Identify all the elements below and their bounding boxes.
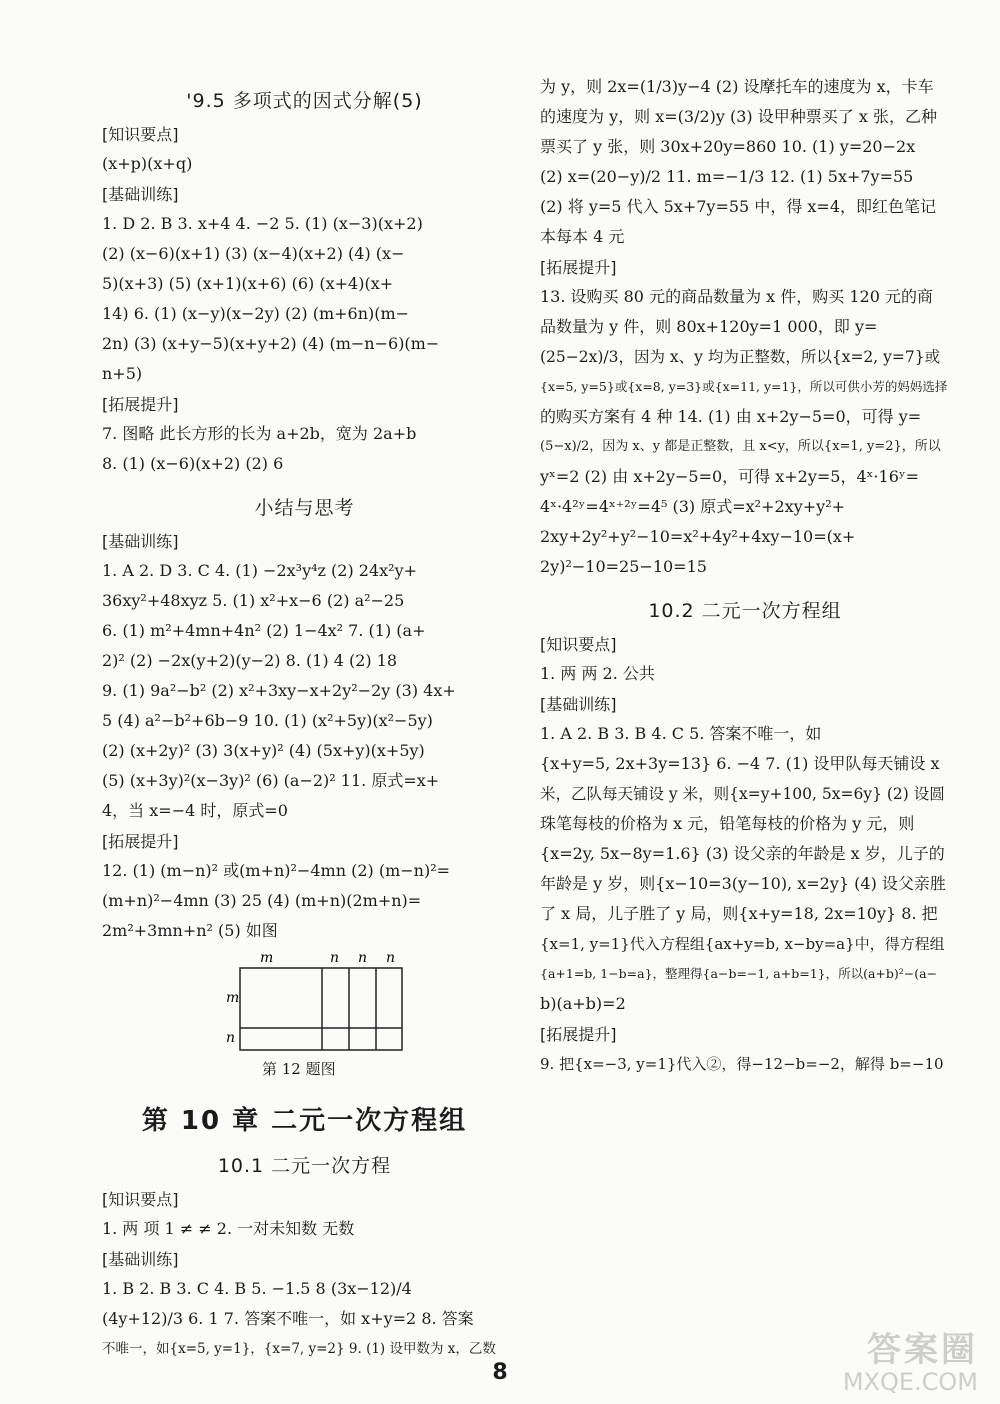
answer-line: 2xy+2y²+y²−10=x²+4y²+4xy−10=(x+	[540, 527, 856, 546]
answer-line: 的速度为 y，则 x=(3/2)y (3) 设甲种票买了 x 张，乙种	[540, 107, 937, 126]
answer-line: 8. (1) (x−6)(x+2) (2) 6	[102, 454, 284, 473]
page-number: 8	[492, 1360, 508, 1385]
answer-line: {x=2y, 5x−8y=1.6} (3) 设父亲的年龄是 x 岁，儿子的	[540, 844, 945, 863]
answer-line: 品数量为 y 件，则 80x+120y=1 000，即 y=	[540, 317, 878, 336]
answer-line: yˣ=2 (2) 由 x+2y−5=0，可得 x+2y=5，4ˣ·16ʸ=	[540, 467, 920, 486]
answer-line: 12. (1) (m−n)² 或(m+n)²−4mn (2) (m−n)²=	[102, 861, 451, 880]
watermark-logo: 答案圈	[867, 1330, 978, 1370]
answer-line: {a+1=b, 1−b=a}，整理得{a−b=−1, a+b=1}，所以(a+b)²−(a−	[540, 966, 938, 981]
chapter-title: 第 10 章 二元一次方程组	[141, 1106, 468, 1136]
answer-line: 2n) (3) (x+y−5)(x+y+2) (4) (m−n−6)(m−	[102, 334, 440, 353]
answer-line: 9. (1) 9a²−b² (2) x²+3xy−x+2y²−2y (3) 4x+	[102, 681, 456, 700]
section-title-summary: 小结与思考	[254, 497, 355, 519]
answer-line: b)(a+b)=2	[540, 994, 626, 1013]
answer-line: (4y+12)/3 6. 1 7. 答案不唯一，如 x+y=2 8. 答案	[102, 1309, 474, 1328]
answer-line: 2m²+3mn+n² (5) 如图	[102, 921, 278, 940]
answer-line: 7. 图略 此长方形的长为 a+2b，宽为 2a+b	[102, 424, 417, 443]
answer-line: (2) (x+2y)² (3) 3(x+y)² (4) (5x+y)(x+5y)	[102, 741, 425, 760]
section-title-9-5: '9.5 多项式的因式分解(5)	[186, 90, 423, 112]
tag-basic: [基础训练]	[540, 695, 617, 714]
answer-line: {x=5, y=5}或{x=8, y=3}或{x=11, y=1}，所以可供小芳的妈妈选择	[540, 379, 948, 394]
right-column	[540, 72, 950, 1079]
left-column	[102, 72, 507, 1364]
answer-line: (2) 将 y=5 代入 5x+7y=55 中，得 x=4，即红色笔记	[540, 197, 937, 216]
answer-line: 36xy²+48xyz 5. (1) x²+x−6 (2) a²−25	[102, 591, 405, 610]
answer-line: 5)(x+3) (5) (x+1)(x+6) (6) (x+4)(x+	[102, 274, 394, 293]
tag-basic: [基础训练]	[102, 532, 179, 551]
answer-line: 13. 设购买 80 元的商品数量为 x 件，购买 120 元的商	[540, 287, 933, 306]
answer-line: 4ˣ·4²ʸ=4ˣ⁺²ʸ=4⁵ (3) 原式=x²+2xy+y²+	[540, 497, 846, 516]
fig-outer-rect	[240, 968, 402, 1050]
answer-line: 1. A 2. B 3. B 4. C 5. 答案不唯一，如	[540, 724, 822, 743]
answer-line: (x+p)(x+q)	[102, 154, 193, 173]
answer-line: (2) (x−6)(x+1) (3) (x−4)(x+2) (4) (x−	[102, 244, 405, 263]
answer-line: 6. (1) m²+4mn+4n² (2) 1−4x² 7. (1) (a+	[102, 621, 426, 640]
answer-line: 14) 6. (1) (x−y)(x−2y) (2) (m+6n)(m−	[102, 304, 410, 323]
answer-line: (2) x=(20−y)/2 11. m=−1/3 12. (1) 5x+7y=55	[540, 167, 914, 186]
fig-label-n-side: n	[226, 1030, 236, 1046]
grid-figure	[222, 950, 462, 1060]
answer-line: n+5)	[102, 364, 143, 383]
answer-line: (25−2x)/3，因为 x、y 均为正整数，所以{x=2, y=7}或	[540, 348, 941, 366]
answer-line: 本每本 4 元	[540, 227, 625, 246]
answer-line: 2y)²−10=25−10=15	[540, 557, 707, 576]
answer-line: 票买了 y 张，则 30x+20y=860 10. (1) y=20−2x	[540, 137, 916, 156]
fig-label-n-top: n	[330, 950, 340, 966]
figure-caption: 第 12 题图	[262, 1060, 336, 1078]
tag-knowledge: [知识要点]	[540, 635, 617, 654]
answer-line: 2)² (2) −2x(y+2)(y−2) 8. (1) 4 (2) 18	[102, 651, 398, 670]
fig-label-n-top: n	[386, 950, 396, 966]
section-title-10-2: 10.2 二元一次方程组	[648, 600, 842, 622]
answer-line: 1. A 2. D 3. C 4. (1) −2x³y⁴z (2) 24x²y+	[102, 561, 418, 580]
answer-line: (5) (x+3y)²(x−3y)² (6) (a−2)² 11. 原式=x+	[102, 771, 440, 790]
answer-line: 为 y，则 2x=(1/3)y−4 (2) 设摩托车的速度为 x，卡车	[540, 77, 934, 96]
answer-line: 的购买方案有 4 种 14. (1) 由 x+2y−5=0，可得 y=	[540, 407, 922, 426]
tag-basic: [基础训练]	[102, 1250, 179, 1269]
tag-knowledge: [知识要点]	[102, 1190, 179, 1209]
tag-extension: [拓展提升]	[540, 1025, 617, 1044]
answer-line: 1. 两 两 2. 公共	[540, 664, 655, 683]
answer-line: 不唯一，如{x=5, y=1}，{x=7, y=2} 9. (1) 设甲数为 x，乙数	[102, 1341, 496, 1357]
fig-label-n-top: n	[358, 950, 368, 966]
watermark-url: MXQE.COM	[842, 1368, 978, 1396]
answer-line: {x+y=5, 2x+3y=13} 6. −4 7. (1) 设甲队每天铺设 x	[540, 754, 940, 773]
answer-line: 米，乙队每天铺设 y 米，则{x=y+100, 5x=6y} (2) 设圆	[540, 785, 945, 803]
tag-extension: [拓展提升]	[540, 258, 617, 277]
answer-line: 珠笔每枝的价格为 x 元，铅笔每枝的价格为 y 元，则	[540, 814, 915, 833]
answer-line: (5−x)/2，因为 x、y 都是正整数，且 x<y，所以{x=1, y=2}，所以	[540, 439, 941, 454]
answer-line: 5 (4) a²−b²+6b−9 10. (1) (x²+5y)(x²−5y)	[102, 711, 433, 730]
fig-label-m-top: m	[260, 950, 274, 966]
tag-extension: [拓展提升]	[102, 395, 179, 414]
answer-line: 9. 把{x=−3, y=1}代入②，得−12−b=−2，解得 b=−10	[540, 1055, 944, 1073]
tag-basic: [基础训练]	[102, 185, 179, 204]
answer-line: (m+n)²−4mn (3) 25 (4) (m+n)(2m+n)=	[102, 891, 422, 910]
answer-line: 年龄是 y 岁，则{x−10=3(y−10), x=2y} (4) 设父亲胜	[540, 874, 946, 893]
answer-line: {x=1, y=1}代入方程组{ax+y=b, x−by=a}中，得方程组	[540, 935, 945, 953]
tag-knowledge: [知识要点]	[102, 125, 179, 144]
answer-line: 4，当 x=−4 时，原式=0	[102, 801, 288, 820]
answer-line: 1. B 2. B 3. C 4. B 5. −1.5 8 (3x−12)/4	[102, 1279, 412, 1298]
answer-line: 1. 两 项 1 ≠ ≠ 2. 一对未知数 无数	[102, 1219, 355, 1238]
figure-12	[222, 950, 462, 1080]
section-title-10-1: 10.1 二元一次方程	[217, 1155, 392, 1177]
answer-line: 1. D 2. B 3. x+4 4. −2 5. (1) (x−3)(x+2)	[102, 214, 423, 233]
fig-label-m-side: m	[226, 990, 240, 1006]
tag-extension: [拓展提升]	[102, 832, 179, 851]
answer-line: 了 x 局，儿子胜了 y 局，则{x+y=18, 2x=10y} 8. 把	[540, 904, 938, 923]
